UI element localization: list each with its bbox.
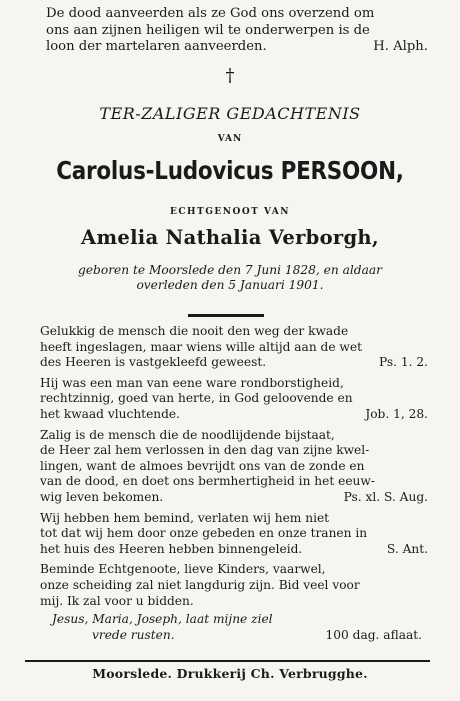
divider-long bbox=[25, 660, 430, 662]
epigraph-line-text: loon der martelaren aanveerden. bbox=[46, 39, 267, 54]
verse-last-line bbox=[40, 355, 428, 371]
of-label: VAN bbox=[217, 134, 243, 144]
prayer-line: Jesus, Maria, Joseph, laat mijne ziel bbox=[52, 612, 273, 626]
verse-line: Gelukkig de mensch die nooit den weg der kwade bbox=[40, 324, 349, 338]
death-line: overleden den 5 Januari 1901. bbox=[136, 278, 324, 292]
memoriam-heading: TER-ZALIGER GEDACHTENIS bbox=[99, 104, 361, 123]
verse-line: de Heer zal hem verlossen in den dag van zijne kwel- bbox=[40, 443, 370, 458]
verse-line: Zalig is de mensch die de noodlijdende bijstaat, bbox=[40, 427, 335, 442]
deceased-name: Carolus-Ludovicus PERSOON, bbox=[56, 156, 404, 185]
verse-line: mij. Ik zal voor u bidden. bbox=[40, 593, 194, 608]
spouse-name: Amelia Nathalia Verborgh, bbox=[81, 226, 379, 249]
verse-line: het kwaad vluchtende. bbox=[40, 406, 181, 421]
verse-line: lingen, want de almoes bevrijdt ons van de zonde en bbox=[40, 458, 365, 473]
indulgence: 100 dag. aflaat. bbox=[325, 627, 422, 642]
verse-reference: Ps. 1. 2. bbox=[378, 355, 428, 370]
spouse-role: ECHTGENOOT VAN bbox=[170, 207, 290, 217]
verse-line: het huis des Heeren hebben binnengeleid. bbox=[40, 541, 303, 556]
verse-line: des Heeren is vastgekleefd geweest. bbox=[40, 355, 267, 370]
verse-last-line bbox=[40, 542, 428, 558]
verse-reference: Ps. xl. S. Aug. bbox=[343, 489, 428, 504]
verse-reference: Job. 1, 28. bbox=[365, 406, 428, 421]
prayer-last-line bbox=[52, 628, 422, 644]
prayer-line: vrede rusten. bbox=[92, 627, 175, 642]
verse-line: Hij was een man van eene ware rondborstigheid, bbox=[40, 375, 344, 390]
life-dates bbox=[22, 263, 438, 293]
verse-paragraph bbox=[40, 376, 428, 423]
epigraph-line: De dood aanveerden als ze God ons overzend om bbox=[46, 6, 375, 21]
divider-short bbox=[188, 314, 264, 317]
verse-paragraph bbox=[40, 511, 428, 558]
printer-imprint: Moorslede. Drukkerij Ch. Verbrugghe. bbox=[92, 666, 368, 681]
verses bbox=[40, 324, 428, 614]
verse-line: tot dat wij hem door onze gebeden en onze tranen in bbox=[40, 526, 368, 541]
verse-line: van de dood, en doet ons bermhertigheid in het eeuw- bbox=[40, 474, 375, 489]
verse-last-line bbox=[40, 490, 428, 506]
verse-paragraph bbox=[40, 428, 428, 506]
verse-line: onze scheiding zal niet langdurig zijn. Bid veel voor bbox=[40, 577, 360, 592]
epigraph-line: ons aan zijnen heiligen wil te onderwerpen is de bbox=[46, 22, 370, 38]
prayer bbox=[52, 612, 422, 643]
verse-line: heeft ingeslagen, maar wiens wille altijd aan de wet bbox=[40, 339, 362, 354]
cross-icon: † bbox=[225, 65, 235, 86]
epigraph bbox=[46, 6, 428, 56]
epigraph-line bbox=[46, 39, 428, 56]
verse-line: wig leven bekomen. bbox=[40, 489, 164, 504]
verse-reference: S. Ant. bbox=[386, 541, 428, 556]
verse-paragraph bbox=[40, 562, 428, 609]
verse-line: Beminde Echtgenoote, lieve Kinders, vaarwel, bbox=[40, 562, 326, 577]
birth-line: geboren te Moorslede den 7 Juni 1828, en aldaar bbox=[78, 263, 382, 277]
verse-line: rechtzinnig, goed van herte, in God geloovende en bbox=[40, 391, 353, 406]
verse-last-line bbox=[40, 407, 428, 423]
verse-paragraph bbox=[40, 324, 428, 371]
epigraph-author: H. Alph. bbox=[373, 39, 428, 54]
verse-line: Wij hebben hem bemind, verlaten wij hem niet bbox=[40, 510, 330, 525]
